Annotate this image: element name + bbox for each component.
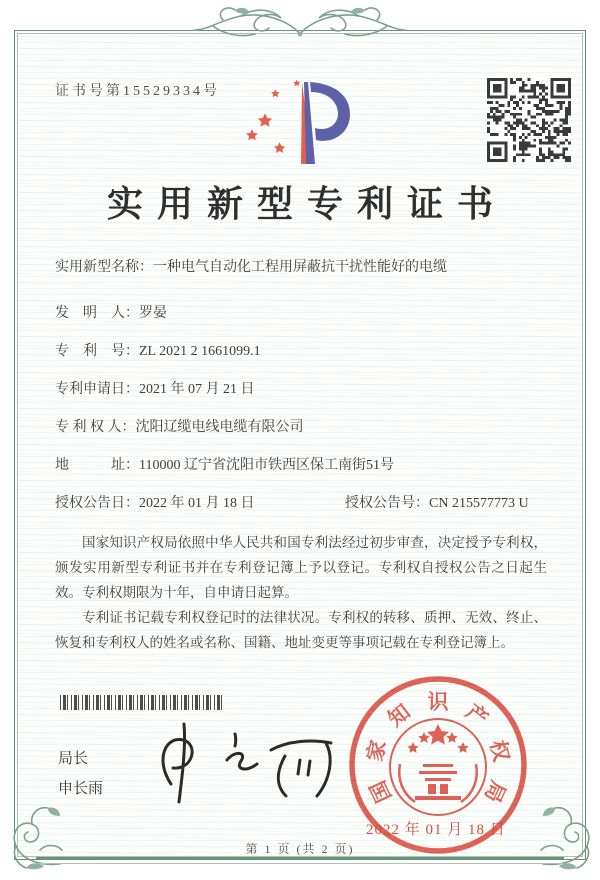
page-number: 第 1 页 (共 2 页) bbox=[245, 842, 355, 856]
legal-text bbox=[55, 530, 547, 655]
field-value: 一种电气自动化工程用屏蔽抗干扰性能好的电缆 bbox=[153, 260, 447, 275]
cnipa-logo-icon bbox=[238, 76, 362, 168]
field-value: 2021 年 07 月 21 日 bbox=[139, 382, 255, 397]
signer-title: 局长 bbox=[58, 751, 89, 767]
legal-paragraph-2: 专利证书记载专利权登记时的法律状况。专利权的转移、质押、无效、终止、恢复和专利权人的姓名或名称、国籍、地址变更等事项记载在专利登记簿上。 bbox=[55, 610, 547, 650]
field-row-address bbox=[55, 454, 394, 474]
field-row-patentee bbox=[55, 416, 304, 436]
seal-char: 识 bbox=[427, 690, 449, 714]
seal-char: 知 bbox=[383, 699, 415, 732]
national-emblem-icon bbox=[390, 719, 486, 815]
grant-date-value: 2022 年 01 月 18 日 bbox=[139, 496, 255, 511]
certificate-title: 实用新型专利证书 bbox=[106, 184, 507, 224]
field-value: 罗晏 bbox=[139, 306, 167, 321]
legal-paragraph-1: 国家知识产权局依照中华人民共和国专利法经过初步审查，决定授予专利权，颁发实用新型专利证书并在专利登记簿上予以登记。专利权自授权公告之日起生效。专利权期限为十年，自申请日起算。 bbox=[55, 535, 547, 600]
field-label: 实用新型名称： bbox=[55, 260, 153, 275]
seal-char: 产 bbox=[461, 699, 493, 732]
field-label: 专利申请日： bbox=[55, 382, 139, 397]
grant-no-value: CN 215577773 U bbox=[429, 496, 529, 511]
seal-char: 局 bbox=[479, 777, 511, 807]
field-label: 专 利 权 人： bbox=[55, 420, 136, 435]
field-row-grant bbox=[55, 492, 555, 512]
signer-block bbox=[58, 744, 103, 804]
field-label: 发 明 人： bbox=[55, 306, 139, 321]
field-value: 110000 辽宁省沈阳市铁西区保工南街51号 bbox=[139, 458, 394, 473]
bottom-rule bbox=[36, 857, 564, 864]
signer-name: 申长雨 bbox=[58, 781, 104, 797]
certificate-number: 证书号第15529334号 bbox=[55, 84, 220, 99]
field-row-patent-no bbox=[55, 340, 261, 360]
field-value: 沈阳辽缆电线电缆有限公司 bbox=[135, 420, 304, 435]
qr-code-icon bbox=[487, 78, 571, 162]
field-value: ZL 2021 2 1661099.1 bbox=[139, 344, 261, 359]
grant-date-label: 授权公告日： bbox=[55, 496, 139, 511]
barcode bbox=[60, 695, 222, 710]
field-row-inventor bbox=[55, 302, 167, 322]
field-row-name bbox=[55, 256, 447, 276]
seal-date: 2022 年 01 月 18 日 bbox=[366, 822, 506, 838]
field-row-filing-date bbox=[55, 378, 255, 398]
seal-char: 家 bbox=[362, 737, 391, 764]
signature-handwriting bbox=[135, 716, 345, 811]
seal-char: 权 bbox=[485, 737, 514, 764]
seal-char: 国 bbox=[365, 777, 397, 807]
field-label: 地 址： bbox=[55, 458, 139, 473]
grant-no-label: 授权公告号： bbox=[345, 496, 429, 511]
field-label: 专 利 号： bbox=[55, 344, 139, 359]
